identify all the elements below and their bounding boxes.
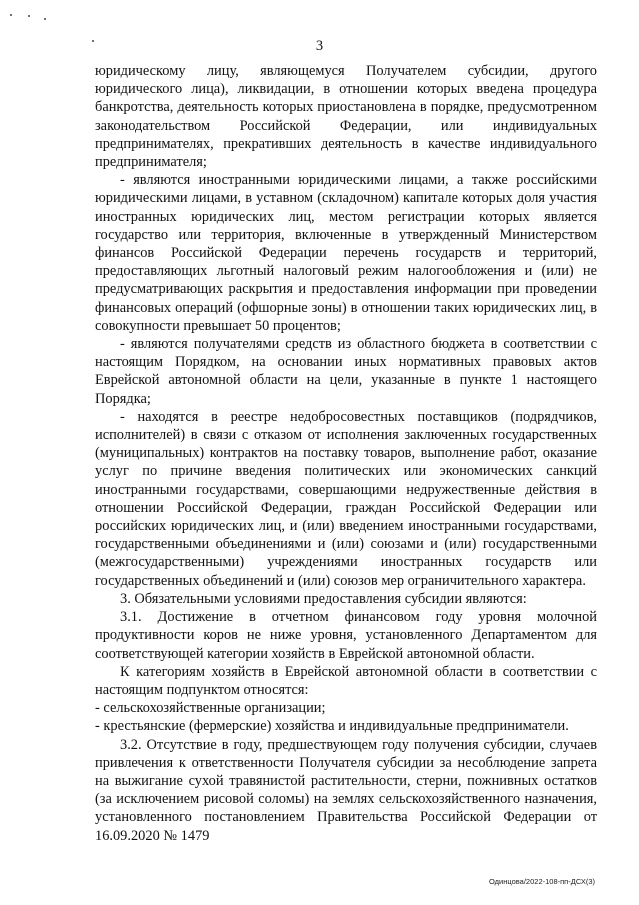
list-item: - крестьянские (фермерские) хозяйства и индивидуальные предприниматели. xyxy=(95,718,569,735)
scan-speck xyxy=(44,18,46,20)
scan-speck xyxy=(10,14,12,16)
paragraph: 3.1. Достижение в отчетном финансовом году уровня молочной продуктивности коров не ниже уровня, установленного Департаментом для соответствующей категории хозяйств в Еврейской автономной области. xyxy=(95,609,597,662)
paragraph: 3.2. Отсутствие в году, предшествующем году получения субсидии, случаев привлечения к ответственности Получателя субсидии за несоблюдение запрета на выжигание сухой травянистой растительности, стерни, пожнивных остатков (за исключением рисовой соломы) на землях сельскохозяйственного назначения, установленного постановлением Правительства Российской Федерации от 16.09.2020 № 1479 xyxy=(95,736,597,844)
scan-speck xyxy=(28,15,30,17)
page-number: 3 xyxy=(315,38,324,54)
paragraph: юридическому лицу, являющемуся Получателем субсидии, другого юридического лица), ликвидации, в отношении которых введена процедура банкротства, деятельность которых приостановлена в порядке, предусмотренном законодательством Российской Федерации, или индивидуальных предпринимателях, прекративших деятельность в качестве индивидуального предпринимателя; xyxy=(95,63,597,171)
list-item: - являются иностранными юридическими лицами, а также российскими юридическими лицами, в уставном (складочном) капитале которых доля участия иностранных юридических лиц, местом регистрации которых является государство или территория, включенные в утвержденный Министерством финансов Российской Федерации перечень государств и территорий, предоставляющих льготный налоговый режим налогообложения и (или) не предусматривающих раскрытия и предоставления информации при проведении финансовых операций (офшорные зоны) в отношении таких юридических лиц, в совокупности превышает 50 процентов; xyxy=(95,172,597,334)
paragraph: К категориям хозяйств в Еврейской автономной области в соответствии с настоящим подпунктом относятся: xyxy=(95,663,597,698)
list-item: - находятся в реестре недобросовестных поставщиков (подрядчиков, исполнителей) в связи с отказом от исполнения заключенных государственных (муниципальных) контрактов на поставку товаров, выполнение работ, оказание услуг по причине введения политических или экономических санкций иностранными государствами, совершающими недружественные действия в отношении Российской Федерации, граждан Российской Федерации или российских юридических лиц, и (или) введением иностранными государствами, государственными объединениями и (или) союзами и (или) государственными (межгосударственными) учреждениями иностранных государств или государственных объединений и (или) союзов мер ограничительного характера. xyxy=(95,408,597,589)
list-item: - являются получателями средств из областного бюджета в соответствии с настоящим Порядком, на основании иных нормативных правовых актов Еврейской автономной области на цели, указанные в пункте 1 настоящего Порядка; xyxy=(95,336,597,407)
document-body xyxy=(95,62,597,845)
list-item: - сельскохозяйственные организации; xyxy=(95,700,326,717)
document-code: Одинцова/2022-108-пп-ДСХ(3) xyxy=(489,877,595,886)
paragraph: 3. Обязательными условиями предоставления субсидии являются: xyxy=(120,590,527,607)
